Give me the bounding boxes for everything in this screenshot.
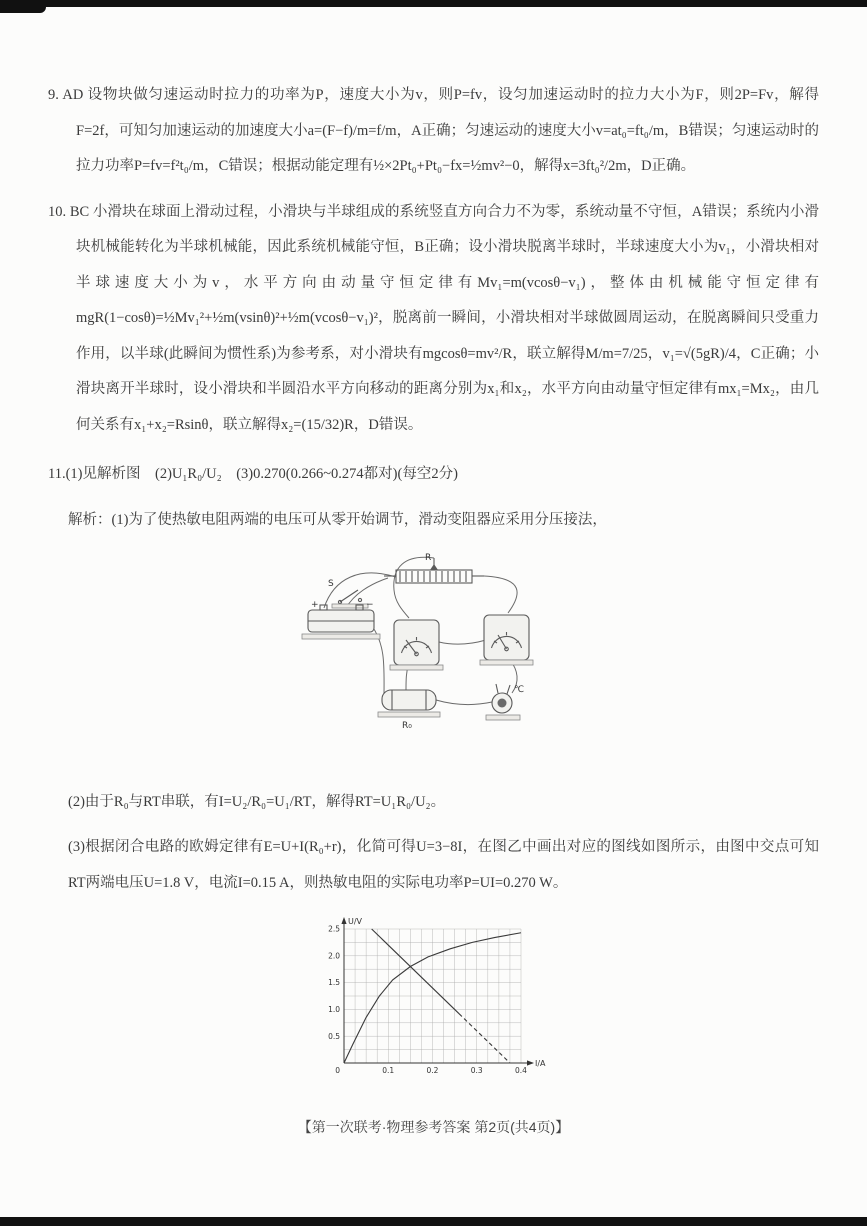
svg-text:0.2: 0.2 [426,1066,439,1076]
svg-text:2.5: 2.5 [328,924,340,934]
wire [393,558,433,619]
rheostat-label: R [424,553,431,564]
q11-explain-part2: (2)由于R₀与RT串联，有I=U₂/R₀=U₁/RT，解得RT=U₁R₀/U₂。 [68,793,446,810]
svg-text:2.0: 2.0 [328,951,340,961]
voltmeter [390,620,443,670]
svg-text:1.0: 1.0 [328,1005,340,1015]
svg-text:0.5: 0.5 [328,1032,340,1042]
wire [436,700,492,705]
svg-text:1.5: 1.5 [328,978,340,988]
circuit-diagram [284,550,584,760]
svg-text:0: 0 [335,1066,340,1076]
q11-explain-part3: (3)根据闭合电路的欧姆定律有E=U+I(R₀+r)，化简可得U=3−8I，在图乙中画出对应的图线如图所示，由图中交点可知RT两端电压U=1.8 V，电流I=0.15 A，则热敏电阻的实际电功率P=UI=0.270 W。 [68,839,819,891]
switch-label: S [327,579,334,590]
svg-text:0.4: 0.4 [515,1066,527,1076]
ui-graph [316,913,551,1085]
q11-answers-line: 11.(1)见解析图 (2)U₁R₀/U₂ (3)0.270(0.266~0.274都对)(每空2分) [48,466,458,483]
wire [484,576,517,613]
svg-text:0.1: 0.1 [382,1066,395,1076]
battery-minus-label: − [365,600,374,611]
switch [328,579,368,608]
ammeter [480,615,533,665]
scan-artifact-bottom-edge [0,1217,867,1226]
q10-solution-text: 10. BC 小滑块在球面上滑动过程，小滑块与半球组成的系统竖直方向合力不为零，系统动量不守恒，A错误；系统内小滑块机械能转化为半球机械能，因此系统机械能守恒，B正确；设小滑块脱离半球时，半球速度大小为v₁，小滑块相对半球速度大小为v，水平方向由动量守恒定律有Mv₁=m(vcosθ−v₁)，整体由机械能守恒定律有mgR(1−cosθ)=½Mv₁²+½m(vsinθ)²+½m(vcosθ−v₁)²，脱离前一瞬间，小滑块相对半球做圆周运动，在脱离瞬间只受重力作用，以半球(此瞬间为惯性系)为参考系，对小滑块有mgcosθ=mv²/R，联立解得M/m=7/25，v₁=√(5gR)/4，C正确；小滑块离开半球时，设小滑块和半圆沿水平方向移动的距离分别为x₁和x₂，水平方向由动量守恒定律有mx₁=Mx₂，由几何关系有x₁+x₂=Rsinθ，联立解得x₂=(15/32)R，D错误。 [48,203,819,433]
graph-figure [48,913,819,1100]
resistor-r0 [378,690,440,731]
scan-artifact-top-edge [0,0,867,7]
wire [324,573,396,611]
thermistor [486,684,524,720]
circuit-figure [48,550,819,775]
page-footer: 【第一次联考·物理参考答案 第2页(共4页)】 [297,1118,570,1135]
q11-explain-part1: 解析：(1)为了使热敏电阻两端的电压可从零开始调节，滑动变阻器应采用分压接法， [68,511,607,528]
svg-text:I/A: I/A [535,1059,546,1069]
svg-text:U/V: U/V [348,917,363,927]
thermistor-label: ℃ [513,685,524,696]
scan-artifact-corner [0,0,46,13]
wire [439,640,486,644]
svg-text:0.3: 0.3 [470,1066,483,1076]
q9-solution-text: 9. AD 设物块做匀速运动时拉力的功率为P，速度大小为v，则P=fv，设匀加速运动时的拉力大小为F，则2P=Fv，解得F=2f，可知匀加速运动的加速度大小a=(F−f)/m=f/m，A正确；匀速运动的速度大小v=at₀=ft₀/m，B错误；匀速运动时的拉力功率P=fv=f²t₀/m，C错误；根据动能定理有½×2Pt₀+Pt₀−fx=½mv²−0，解得x=3ft₀²/2m，D正确。 [48,87,819,175]
r0-label: R₀ [401,721,412,732]
battery-plus-label: + [310,600,319,611]
